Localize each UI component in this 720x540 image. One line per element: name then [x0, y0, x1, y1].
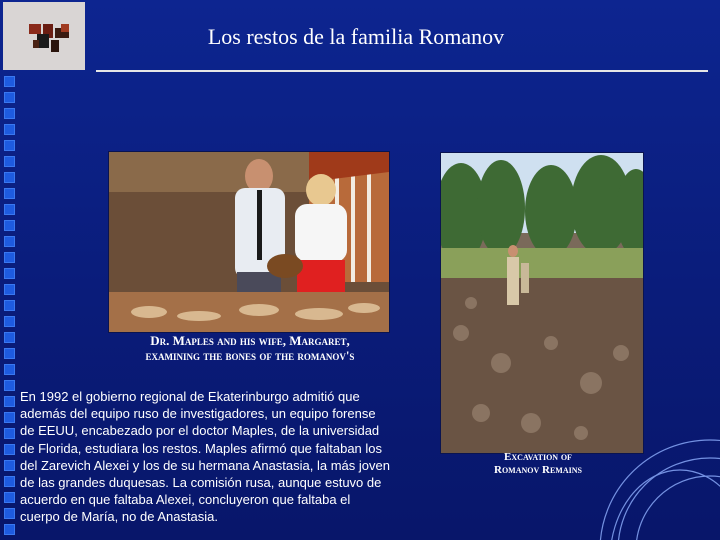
strip-square: [4, 76, 15, 87]
strip-square: [4, 412, 15, 423]
strip-square: [4, 108, 15, 119]
caption-line: examining the bones of the romanov's: [145, 348, 355, 363]
logo-icon: [3, 2, 85, 70]
strip-square: [4, 348, 15, 359]
strip-square: [4, 300, 15, 311]
maples-photo: [108, 151, 390, 333]
strip-square: [4, 204, 15, 215]
strip-square: [4, 188, 15, 199]
strip-square: [4, 156, 15, 167]
strip-square: [4, 364, 15, 375]
strip-square: [4, 284, 15, 295]
maples-photo-caption: [100, 333, 400, 363]
strip-square: [4, 428, 15, 439]
page-title: Los restos de la familia Romanov: [207, 24, 505, 49]
strip-square: [4, 332, 15, 343]
strip-square: [4, 316, 15, 327]
strip-square: [4, 172, 15, 183]
left-square-strip: [0, 0, 18, 540]
strip-square: [4, 220, 15, 231]
strip-square: [4, 460, 15, 471]
title-divider: [96, 70, 708, 72]
strip-square: [4, 508, 15, 519]
strip-square: [4, 252, 15, 263]
strip-square: [4, 236, 15, 247]
strip-square: [4, 268, 15, 279]
excavation-photo: [440, 152, 644, 454]
strip-square: [4, 476, 15, 487]
strip-square: [4, 124, 15, 135]
strip-square: [4, 444, 15, 455]
curve-decoration: [560, 430, 720, 540]
caption-line: Romanov Remains: [494, 464, 582, 476]
strip-square: [4, 492, 15, 503]
caption-line: Dr. Maples and his wife, Margaret,: [150, 333, 350, 348]
strip-square: [4, 92, 15, 103]
strip-square: [4, 140, 15, 151]
body-paragraph: En 1992 el gobierno regional de Ekaterinburgo admitió que además del equipo ruso de investigadores, un equipo forense de EEUU, encabezado por el doctor Maples, de la universidad de Florida, estudiara los restos. Maples afirmó que faltaban los del Zarevich Alexei y los de su hermana Anastasia, la más joven de las grandes duquesas. La comisión rusa, aunque estuvo de acuerdo en que faltaba Alexei, concluyeron que faltaba el cuerpo de María, no de Anastasia.: [20, 389, 390, 525]
strip-square: [4, 396, 15, 407]
strip-square: [4, 524, 15, 535]
strip-square: [4, 380, 15, 391]
caption-line: Excavation of: [504, 451, 572, 463]
